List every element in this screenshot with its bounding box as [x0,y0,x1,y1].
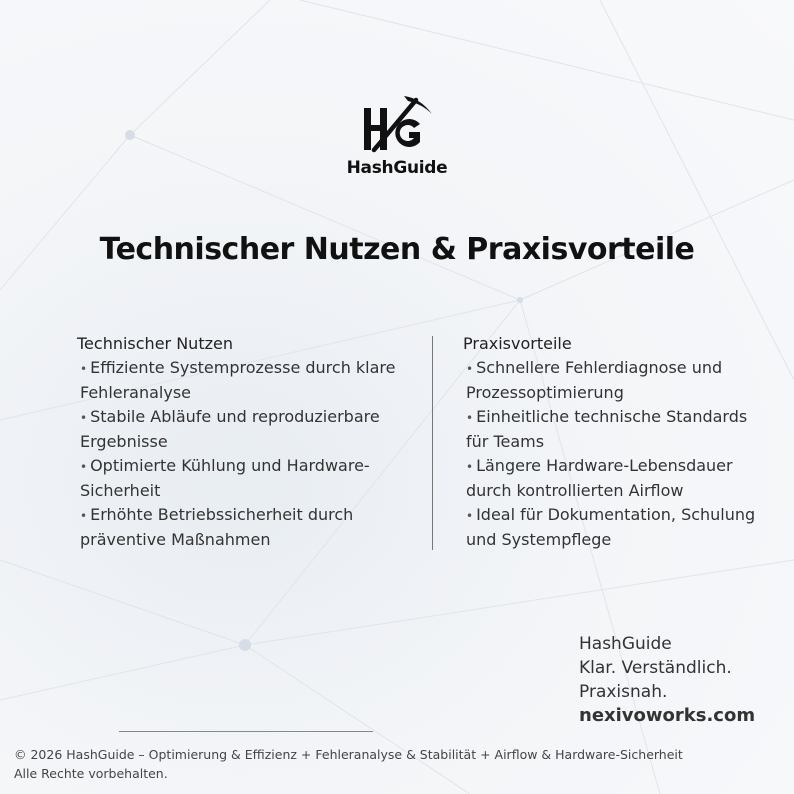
list-item: • Ideal für Dokumentation, Schulung und Systempflege [463,503,773,552]
technical-benefits-column [77,332,407,552]
brand-tagline-1: Klar. Verständlich. [579,658,732,678]
practical-benefits-heading: Praxisvorteile [463,334,572,353]
page-title: Technischer Nutzen & Praxisvorteile [99,232,695,267]
rights-line: Alle Rechte vorbehalten. [14,766,168,781]
logo [340,92,454,184]
practical-benefits-column [463,332,773,552]
technical-benefits-list [77,356,407,552]
brand-tagline-2: Praxisnah. [579,682,668,702]
list-item: • Schnellere Fehlerdiagnose und Prozessoptimierung [463,356,773,405]
list-item: • Längere Hardware-Lebensdauer durch kontrollierten Airflow [463,454,773,503]
website-link[interactable]: nexivoworks.com [579,705,756,726]
practical-benefits-list [463,356,773,552]
hg-logo-mark-icon [360,92,434,154]
list-item: • Erhöhte Betriebssicherheit durch präventive Maßnahmen [77,503,407,552]
list-item: • Optimierte Kühlung und Hardware-Sicherheit [77,454,407,503]
copyright-line: © 2026 HashGuide – Optimierung & Effizienz + Fehleranalyse & Stabilität + Airflow & Hardware-Sicherheit [14,747,683,762]
list-item: • Einheitliche technische Standards für Teams [463,405,773,454]
technical-benefits-heading: Technischer Nutzen [77,334,233,353]
list-item: • Stabile Abläufe und reproduzierbare Ergebnisse [77,405,407,454]
brand-block [579,632,779,728]
footer [14,745,784,783]
brand-name: HashGuide [579,634,672,654]
logo-name: HashGuide [346,158,448,178]
list-item: • Effiziente Systemprozesse durch klare Fehleranalyse [77,356,407,405]
column-divider [432,336,433,550]
footer-rule [119,731,373,732]
